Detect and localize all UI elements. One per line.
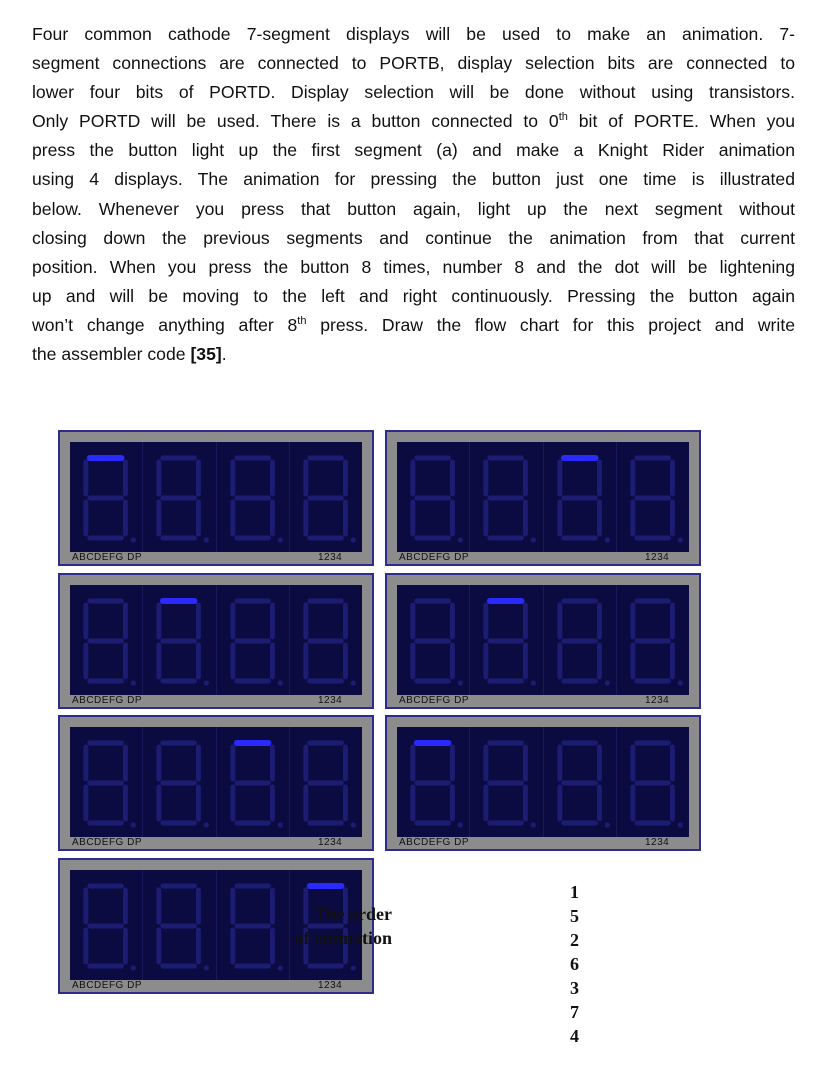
- segment-dp: [277, 537, 282, 542]
- display-area: [397, 727, 689, 837]
- line-text: the assembler code: [32, 344, 191, 365]
- digit-pin-label: 1234: [318, 837, 343, 848]
- line-text: up and will be moving to the left and right continuously. Pressing the button again: [32, 285, 795, 306]
- digit-4: [290, 585, 362, 695]
- segment-pin-label: ABCDEFG DP: [399, 837, 470, 848]
- digit-3: [217, 727, 290, 837]
- digit-1: [397, 727, 470, 837]
- superscript: th: [558, 111, 568, 124]
- paragraph-line: [32, 107, 795, 136]
- line-text: below. Whenever you press that button again, light up the next segment without: [32, 198, 795, 219]
- line-text: press the button light up the first segment (a) and make a Knight Rider animation: [32, 140, 795, 161]
- paragraph-line: [32, 165, 795, 194]
- order-number: 7: [570, 1002, 579, 1022]
- digit-3: [217, 870, 290, 980]
- paragraph-line: [32, 282, 795, 311]
- digit-1: [397, 442, 470, 552]
- digit-2: [470, 727, 543, 837]
- segment-dp: [131, 822, 136, 827]
- paragraph-line: [32, 253, 795, 282]
- digit-1: [70, 727, 143, 837]
- segment-pin-label: ABCDEFG DP: [399, 552, 470, 563]
- superscript: th: [297, 315, 307, 328]
- digit-3: [544, 585, 617, 695]
- segment-dp: [277, 965, 282, 970]
- segment-dp: [458, 537, 463, 542]
- segment-dp: [131, 965, 136, 970]
- segment-dp: [604, 822, 609, 827]
- segment-pin-label: ABCDEFG DP: [399, 695, 470, 706]
- problem-statement: [32, 20, 795, 369]
- digit-pin-label: 1234: [645, 552, 670, 563]
- segment-pin-label: ABCDEFG DP: [72, 695, 143, 706]
- paragraph-line: [32, 78, 795, 107]
- paragraph-line: [32, 49, 795, 78]
- digit-4: [290, 727, 362, 837]
- segment-dp: [131, 680, 136, 685]
- segment-dp: [351, 965, 356, 970]
- digit-4: [290, 442, 362, 552]
- segment-dp: [531, 680, 536, 685]
- segment-dp: [204, 822, 209, 827]
- segment-pin-label: ABCDEFG DP: [72, 552, 143, 563]
- seven-segment-panel-step-7: [385, 715, 701, 851]
- digit-2: [470, 442, 543, 552]
- order-row: [570, 976, 588, 1024]
- marks: [35]: [190, 344, 222, 365]
- order-number: 6: [570, 954, 579, 974]
- digit-3: [217, 442, 290, 552]
- segment-dp: [678, 537, 683, 542]
- line-text: bit of PORTE. When you: [567, 111, 795, 132]
- paragraph-line: [32, 311, 795, 340]
- line-text: segment connections are connected to PORTB, display selection bits are connected to: [32, 53, 795, 74]
- line-text: .: [221, 344, 227, 365]
- segment-dp: [351, 822, 356, 827]
- display-area: [70, 585, 362, 695]
- segment-dp: [458, 680, 463, 685]
- seven-segment-panel-step-6: [385, 573, 701, 709]
- order-row: [570, 928, 588, 976]
- segment-dp: [204, 965, 209, 970]
- order-row: [570, 880, 588, 928]
- segment-dp: [678, 822, 683, 827]
- order-number: 4: [570, 1026, 579, 1046]
- order-number: 2: [570, 930, 579, 950]
- segment-pin-label: ABCDEFG DP: [72, 837, 143, 848]
- display-area: [397, 585, 689, 695]
- digit-1: [397, 585, 470, 695]
- seven-segment-panel-step-5: [385, 430, 701, 566]
- paragraph-line: [32, 20, 795, 49]
- digit-2: [143, 585, 216, 695]
- digit-pin-label: 1234: [645, 837, 670, 848]
- segment-dp: [458, 822, 463, 827]
- segment-pin-label: ABCDEFG DP: [72, 980, 143, 991]
- order-row: [570, 1024, 588, 1072]
- segment-dp: [531, 537, 536, 542]
- digit-2: [470, 585, 543, 695]
- segment-dp: [204, 537, 209, 542]
- order-number: 3: [570, 978, 579, 998]
- digit-2: [143, 442, 216, 552]
- line-text: won’t change anything after 8: [32, 314, 298, 335]
- line-text: lower four bits of PORTD. Display selection will be done without using transistors.: [32, 82, 795, 103]
- digit-pin-label: 1234: [318, 552, 343, 563]
- line-text: closing down the previous segments and continue the animation from that current: [32, 227, 795, 248]
- segment-dp: [277, 680, 282, 685]
- digit-3: [217, 585, 290, 695]
- digit-2: [143, 727, 216, 837]
- order-number: 5: [570, 906, 579, 926]
- digit-3: [544, 727, 617, 837]
- digit-4: [617, 727, 689, 837]
- segment-dp: [604, 680, 609, 685]
- order-label-line2: of animation: [294, 928, 392, 948]
- paragraph-line: [32, 340, 795, 369]
- display-area: [70, 727, 362, 837]
- segment-dp: [351, 680, 356, 685]
- line-text: Only PORTD will be used. There is a button connected to 0: [32, 111, 559, 132]
- seven-segment-panel-step-2: [58, 573, 374, 709]
- paragraph-line: [32, 224, 795, 253]
- digit-2: [143, 870, 216, 980]
- paragraph-line: [32, 195, 795, 224]
- segment-dp: [604, 537, 609, 542]
- segment-dp: [277, 822, 282, 827]
- digit-1: [70, 442, 143, 552]
- seven-segment-panel-step-1: [58, 430, 374, 566]
- order-numbers: [570, 880, 588, 1072]
- order-label-line1: The order: [314, 904, 392, 924]
- digit-3: [544, 442, 617, 552]
- segment-dp: [678, 680, 683, 685]
- digit-pin-label: 1234: [318, 980, 343, 991]
- line-text: Four common cathode 7-segment displays will be used to make an animation. 7-: [32, 24, 795, 44]
- digit-pin-label: 1234: [645, 695, 670, 706]
- line-text: position. When you press the button 8 times, number 8 and the dot will be lightening: [32, 256, 795, 277]
- digit-4: [617, 442, 689, 552]
- line-text: press. Draw the flow chart for this project and write: [306, 314, 795, 335]
- paragraph-line: [32, 136, 795, 165]
- segment-dp: [531, 822, 536, 827]
- segment-dp: [131, 537, 136, 542]
- digit-pin-label: 1234: [318, 695, 343, 706]
- order-number: 1: [570, 882, 579, 902]
- digit-4: [617, 585, 689, 695]
- line-text: using 4 displays. The animation for pressing the button just one time is illustrated: [32, 169, 795, 190]
- segment-dp: [204, 680, 209, 685]
- display-area: [70, 442, 362, 552]
- seven-segment-panel-step-3: [58, 715, 374, 851]
- segment-dp: [351, 537, 356, 542]
- display-area: [397, 442, 689, 552]
- digit-1: [70, 870, 143, 980]
- digit-1: [70, 585, 143, 695]
